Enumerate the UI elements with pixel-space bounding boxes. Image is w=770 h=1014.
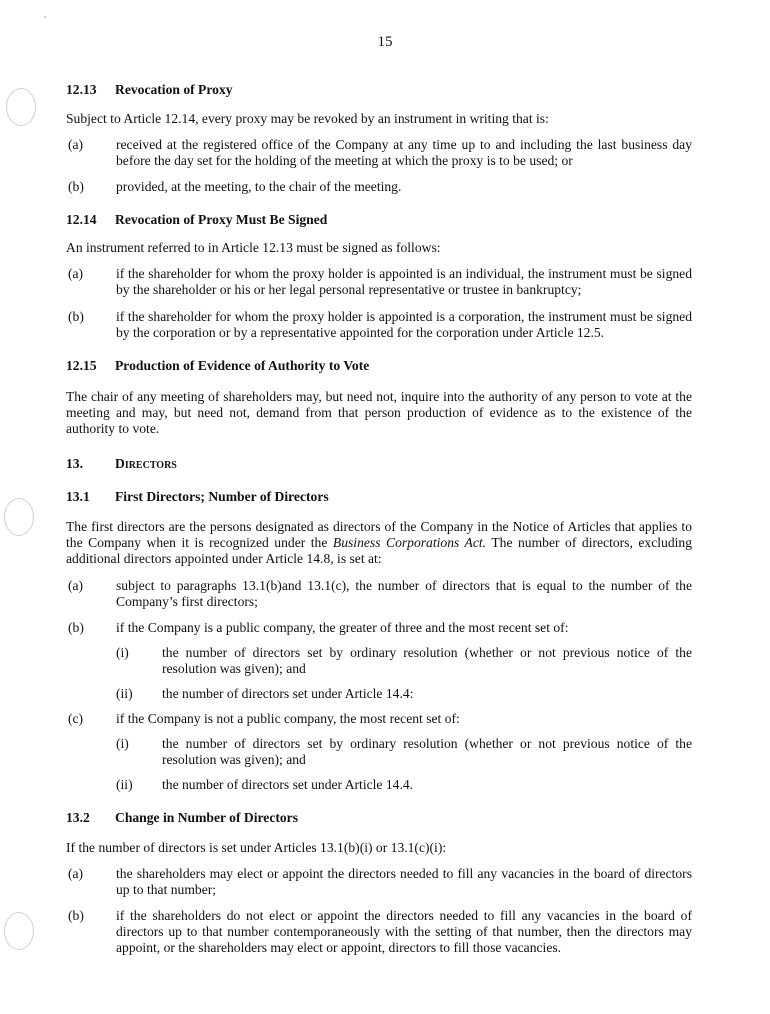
article-title: Directors <box>115 456 177 471</box>
section-body: The chair of any meeting of shareholders may, but need not, inquire into the authority of any person to vote at the meeting and may, but need not, demand from that person production of evidence as to the existence of the authority to vote. <box>66 389 692 436</box>
body-text: The first directors are the persons designated as directors of the Company in the Notice of Articles that applies to the Company when it is recognized under the <box>66 519 692 550</box>
section-intro: Subject to Article 12.14, every proxy may be revoked by an instrument in writing that is: <box>66 111 549 126</box>
section-title: Revocation of Proxy Must Be Signed <box>115 212 328 227</box>
sub-item-text: the number of directors set under Article 14.4. <box>162 777 414 792</box>
sub-item-label: (ii) <box>116 777 133 792</box>
article-number: 13. <box>66 456 83 471</box>
punch-hole-middle <box>4 498 34 536</box>
item-label: (c) <box>68 711 84 726</box>
item-text: if the shareholder for whom the proxy holder is appointed is an individual, the instrument must be signed by the shareholder or his or her legal personal representative or trustee in bankruptcy; <box>116 266 692 297</box>
sub-item-text: the number of directors set under Article 14.4: <box>162 686 414 701</box>
section-number: 12.13 <box>66 82 97 97</box>
body-text: The number of directors, excluding additional directors appointed under Article 14.8, is set at: <box>66 535 692 566</box>
item-label: (b) <box>68 908 84 923</box>
item-label: (a) <box>68 866 84 881</box>
item-label: (b) <box>68 309 84 324</box>
item-label: (a) <box>68 578 84 593</box>
section-number: 12.14 <box>66 212 97 227</box>
section-intro: An instrument referred to in Article 12.13 must be signed as follows: <box>66 240 441 255</box>
section-number: 13.1 <box>66 489 90 504</box>
scan-speck <box>44 16 46 18</box>
punch-hole-top <box>6 88 36 126</box>
section-intro: If the number of directors is set under Articles 13.1(b)(i) or 13.1(c)(i): <box>66 840 447 855</box>
item-text: provided, at the meeting, to the chair of the meeting. <box>116 179 402 194</box>
item-text: if the shareholders do not elect or appoint the directors needed to fill any vacancies in the board of directors up to that number contemporaneously with the setting of that number, then the directors may appoint, or the shareholders may elect or appoint, directors to fill those vacancies. <box>116 908 692 955</box>
section-title: Change in Number of Directors <box>115 810 298 825</box>
sub-item-label: (ii) <box>116 686 133 701</box>
section-number: 13.2 <box>66 810 90 825</box>
section-title: Revocation of Proxy <box>115 82 233 97</box>
item-label: (a) <box>68 266 84 281</box>
act-name: Business Corporations Act. <box>332 535 487 550</box>
item-label: (b) <box>68 620 84 635</box>
item-label: (b) <box>68 179 84 194</box>
item-text: if the Company is a public company, the greater of three and the most recent set of: <box>116 620 569 635</box>
section-title: Production of Evidence of Authority to Vote <box>115 358 370 373</box>
item-text: if the Company is not a public company, the most recent set of: <box>116 711 460 726</box>
sub-item-text: the number of directors set by ordinary resolution (whether or not previous notice of the resolution was given); and <box>162 645 692 676</box>
sub-item-label: (i) <box>116 645 129 660</box>
page-number: 15 <box>377 34 393 50</box>
section-number: 12.15 <box>66 358 97 373</box>
item-text: received at the registered office of the Company at any time up to and including the last business day before the day set for the holding of the meeting at which the proxy is to be used; or <box>116 137 692 168</box>
punch-hole-bottom <box>4 912 34 950</box>
sub-item-text: the number of directors set by ordinary resolution (whether or not previous notice of the resolution was given); and <box>162 736 692 767</box>
section-title: First Directors; Number of Directors <box>115 489 329 504</box>
item-label: (a) <box>68 137 84 152</box>
item-text: subject to paragraphs 13.1(b)and 13.1(c), the number of directors that is equal to the number of the Company’s first directors; <box>116 578 692 609</box>
section-body <box>66 519 692 567</box>
sub-item-label: (i) <box>116 736 129 751</box>
item-text: if the shareholder for whom the proxy holder is appointed is a corporation, the instrument must be signed by the corporation or by a representative appointed for the corporation under Article 12.5. <box>116 309 692 340</box>
item-text: the shareholders may elect or appoint the directors needed to fill any vacancies in the board of directors up to that number; <box>116 866 692 897</box>
